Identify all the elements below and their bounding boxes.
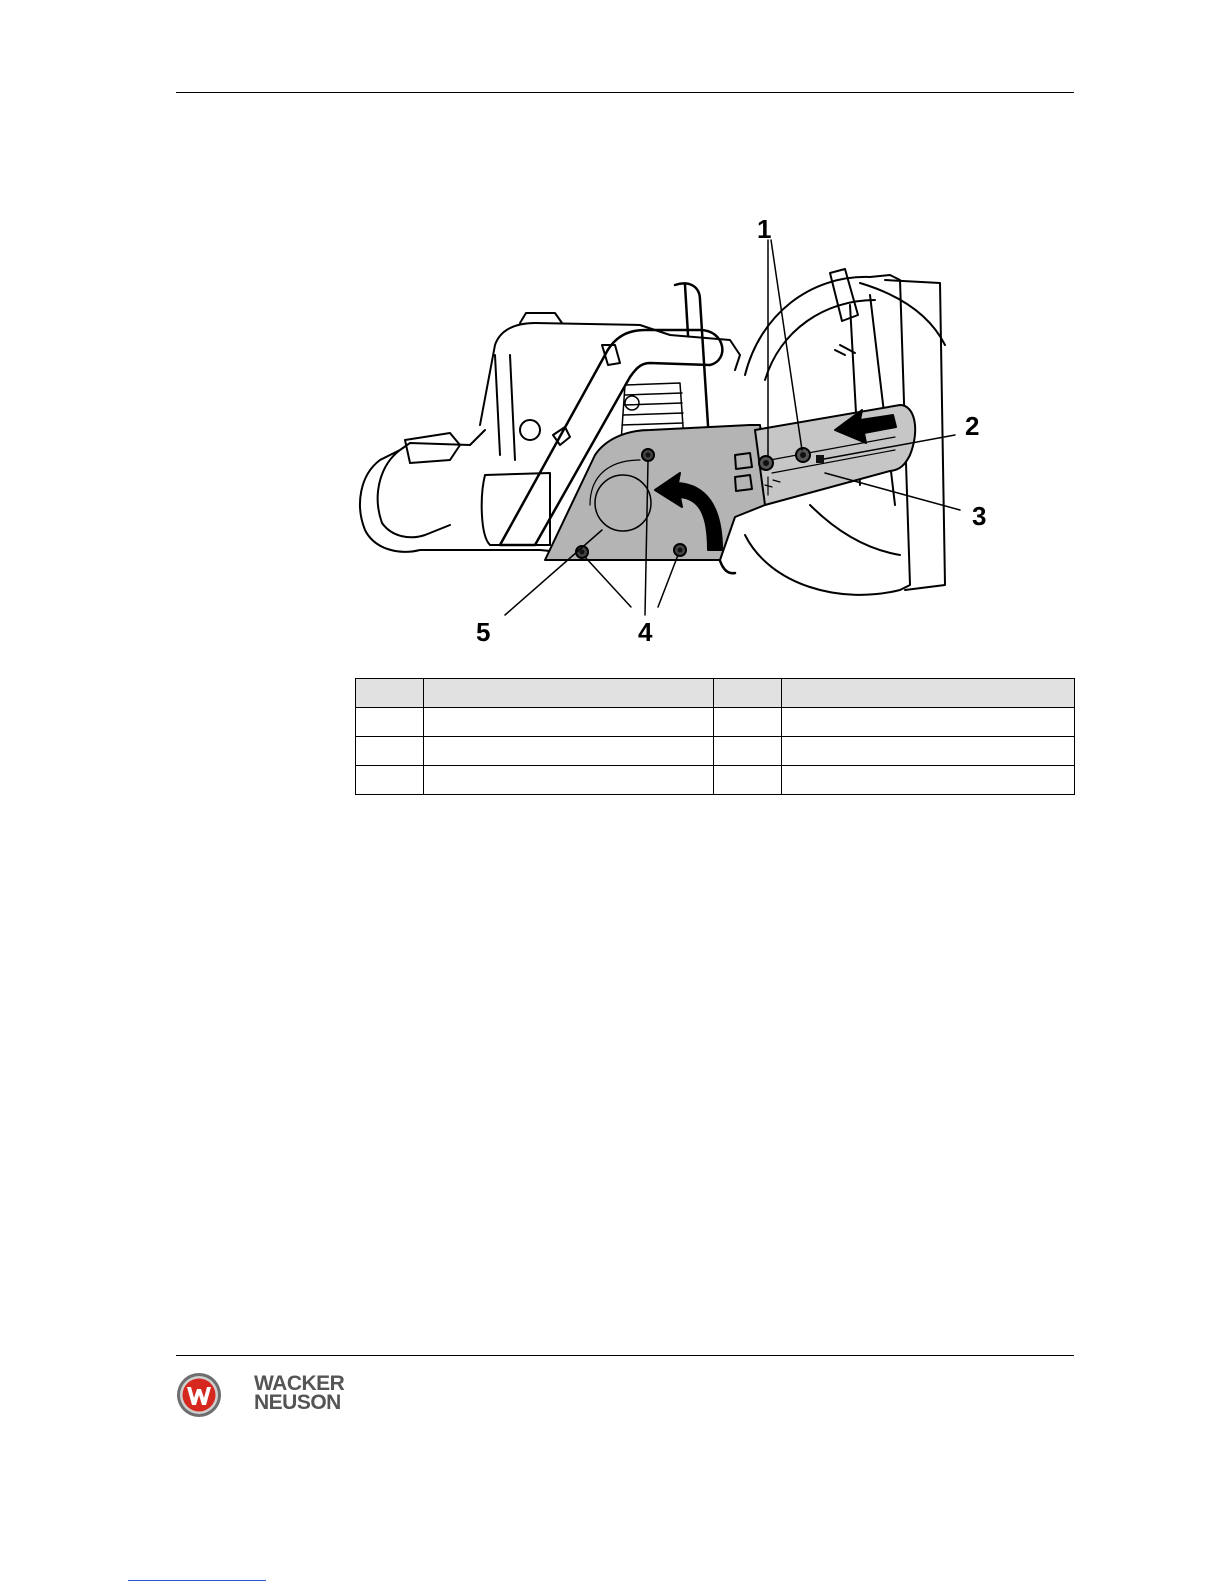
footer-link-underline <box>128 1580 266 1581</box>
table-cell <box>782 766 1075 795</box>
brand-line-2: NEUSON <box>254 1391 341 1414</box>
table-cell <box>782 708 1075 737</box>
table-cell <box>424 766 714 795</box>
table-cell <box>424 737 714 766</box>
legend-table <box>355 678 1075 795</box>
saw-illustration <box>340 205 1040 655</box>
table-row <box>356 737 1075 766</box>
table-cell <box>782 737 1075 766</box>
header-cell <box>424 679 714 708</box>
table-cell <box>424 708 714 737</box>
wacker-neuson-w-logo-icon <box>176 1372 222 1418</box>
callout-4: 4 <box>638 617 653 647</box>
header-cell <box>782 679 1075 708</box>
table-cell <box>356 766 424 795</box>
table-cell <box>356 708 424 737</box>
header-cell <box>714 679 782 708</box>
company-logo <box>176 1370 376 1420</box>
table-row <box>356 766 1075 795</box>
brand-name <box>254 1374 384 1412</box>
header-rule <box>176 92 1074 93</box>
callout-2: 2 <box>965 411 980 441</box>
table-row <box>356 708 1075 737</box>
footer-rule <box>176 1355 1074 1356</box>
table-cell <box>714 766 782 795</box>
legend-header-row <box>356 679 1075 708</box>
table-cell <box>356 737 424 766</box>
callout-5: 5 <box>476 617 491 647</box>
header-cell <box>356 679 424 708</box>
table-cell <box>714 708 782 737</box>
table-cell <box>714 737 782 766</box>
brand-line-1: WACKER <box>254 1372 345 1395</box>
callout-3: 3 <box>972 501 987 531</box>
callout-1: 1 <box>757 214 772 244</box>
